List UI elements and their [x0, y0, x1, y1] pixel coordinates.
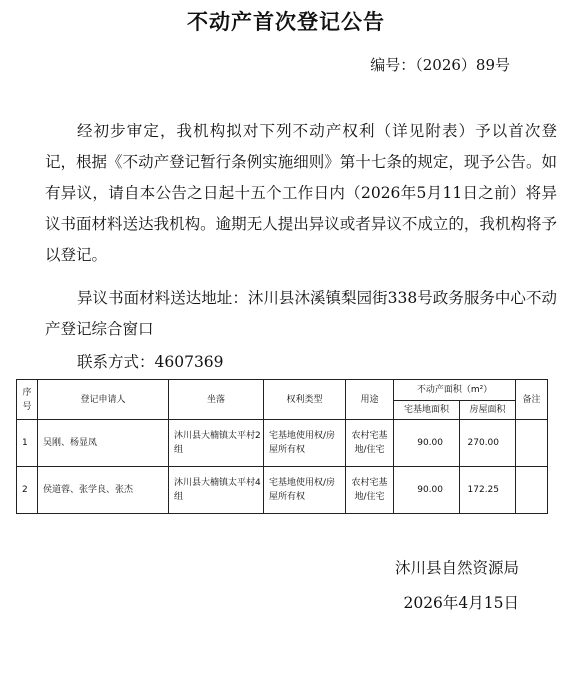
header-note: 备注 [516, 380, 548, 420]
cell-house-area: 270.00 [460, 420, 516, 467]
cell-note [516, 420, 548, 467]
cell-usage: 农村宅基地/住宅 [346, 467, 394, 514]
cell-applicant: 吴刚、杨显凤 [38, 420, 169, 467]
registration-table [16, 379, 548, 514]
cell-seq: 2 [17, 467, 38, 514]
document-number: 编号：（2026）89号 [370, 56, 510, 74]
issue-date: 2026年4月15日 [403, 594, 519, 612]
objection-address-paragraph: 异议书面材料送达地址：沐川县沐溪镇梨园街338号政务服务中心不动产登记综合窗口 [45, 289, 557, 338]
header-usage: 用途 [346, 380, 394, 420]
cell-location: 沐川县大楠镇太平村4组 [169, 467, 264, 514]
cell-house-area: 172.25 [460, 467, 516, 514]
header-land-area: 宅基地面积 [394, 401, 460, 420]
contact-info: 联系方式：4607369 [77, 353, 224, 371]
header-right-type: 权利类型 [264, 380, 346, 420]
cell-seq: 1 [17, 420, 38, 467]
table-header-row [17, 380, 548, 401]
cell-location: 沐川县大楠镇太平村2组 [169, 420, 264, 467]
cell-applicant: 侯道蓉、张学良、张杰 [38, 467, 169, 514]
cell-note [516, 467, 548, 514]
cell-right-type: 宅基地使用权/房屋所有权 [264, 467, 346, 514]
header-seq: 序号 [17, 380, 38, 420]
cell-right-type: 宅基地使用权/房屋所有权 [264, 420, 346, 467]
header-location: 坐落 [169, 380, 264, 420]
notice-body-paragraph: 经初步审定，我机构拟对下列不动产权利（详见附表）予以首次登记，根据《不动产登记暂行条例实施细则》第十七条的规定，现予公告。如有异议，请自本公告之日起十五个工作日内（2026年5月11日之前）将异议书面材料送达我机构。逾期无人提出异议或者异议不成立的，我机构将予以登记。 [45, 122, 557, 264]
issuer-name: 沐川县自然资源局 [394, 559, 519, 577]
table-row [17, 467, 548, 514]
header-house-area: 房屋面积 [460, 401, 516, 420]
cell-land-area: 90.00 [394, 420, 460, 467]
cell-usage: 农村宅基地/住宅 [346, 420, 394, 467]
header-area: 不动产面积（m²） [394, 380, 516, 401]
notice-title: 不动产首次登记公告 [187, 10, 385, 34]
cell-land-area: 90.00 [394, 467, 460, 514]
header-applicant: 登记申请人 [38, 380, 169, 420]
table-row [17, 420, 548, 467]
